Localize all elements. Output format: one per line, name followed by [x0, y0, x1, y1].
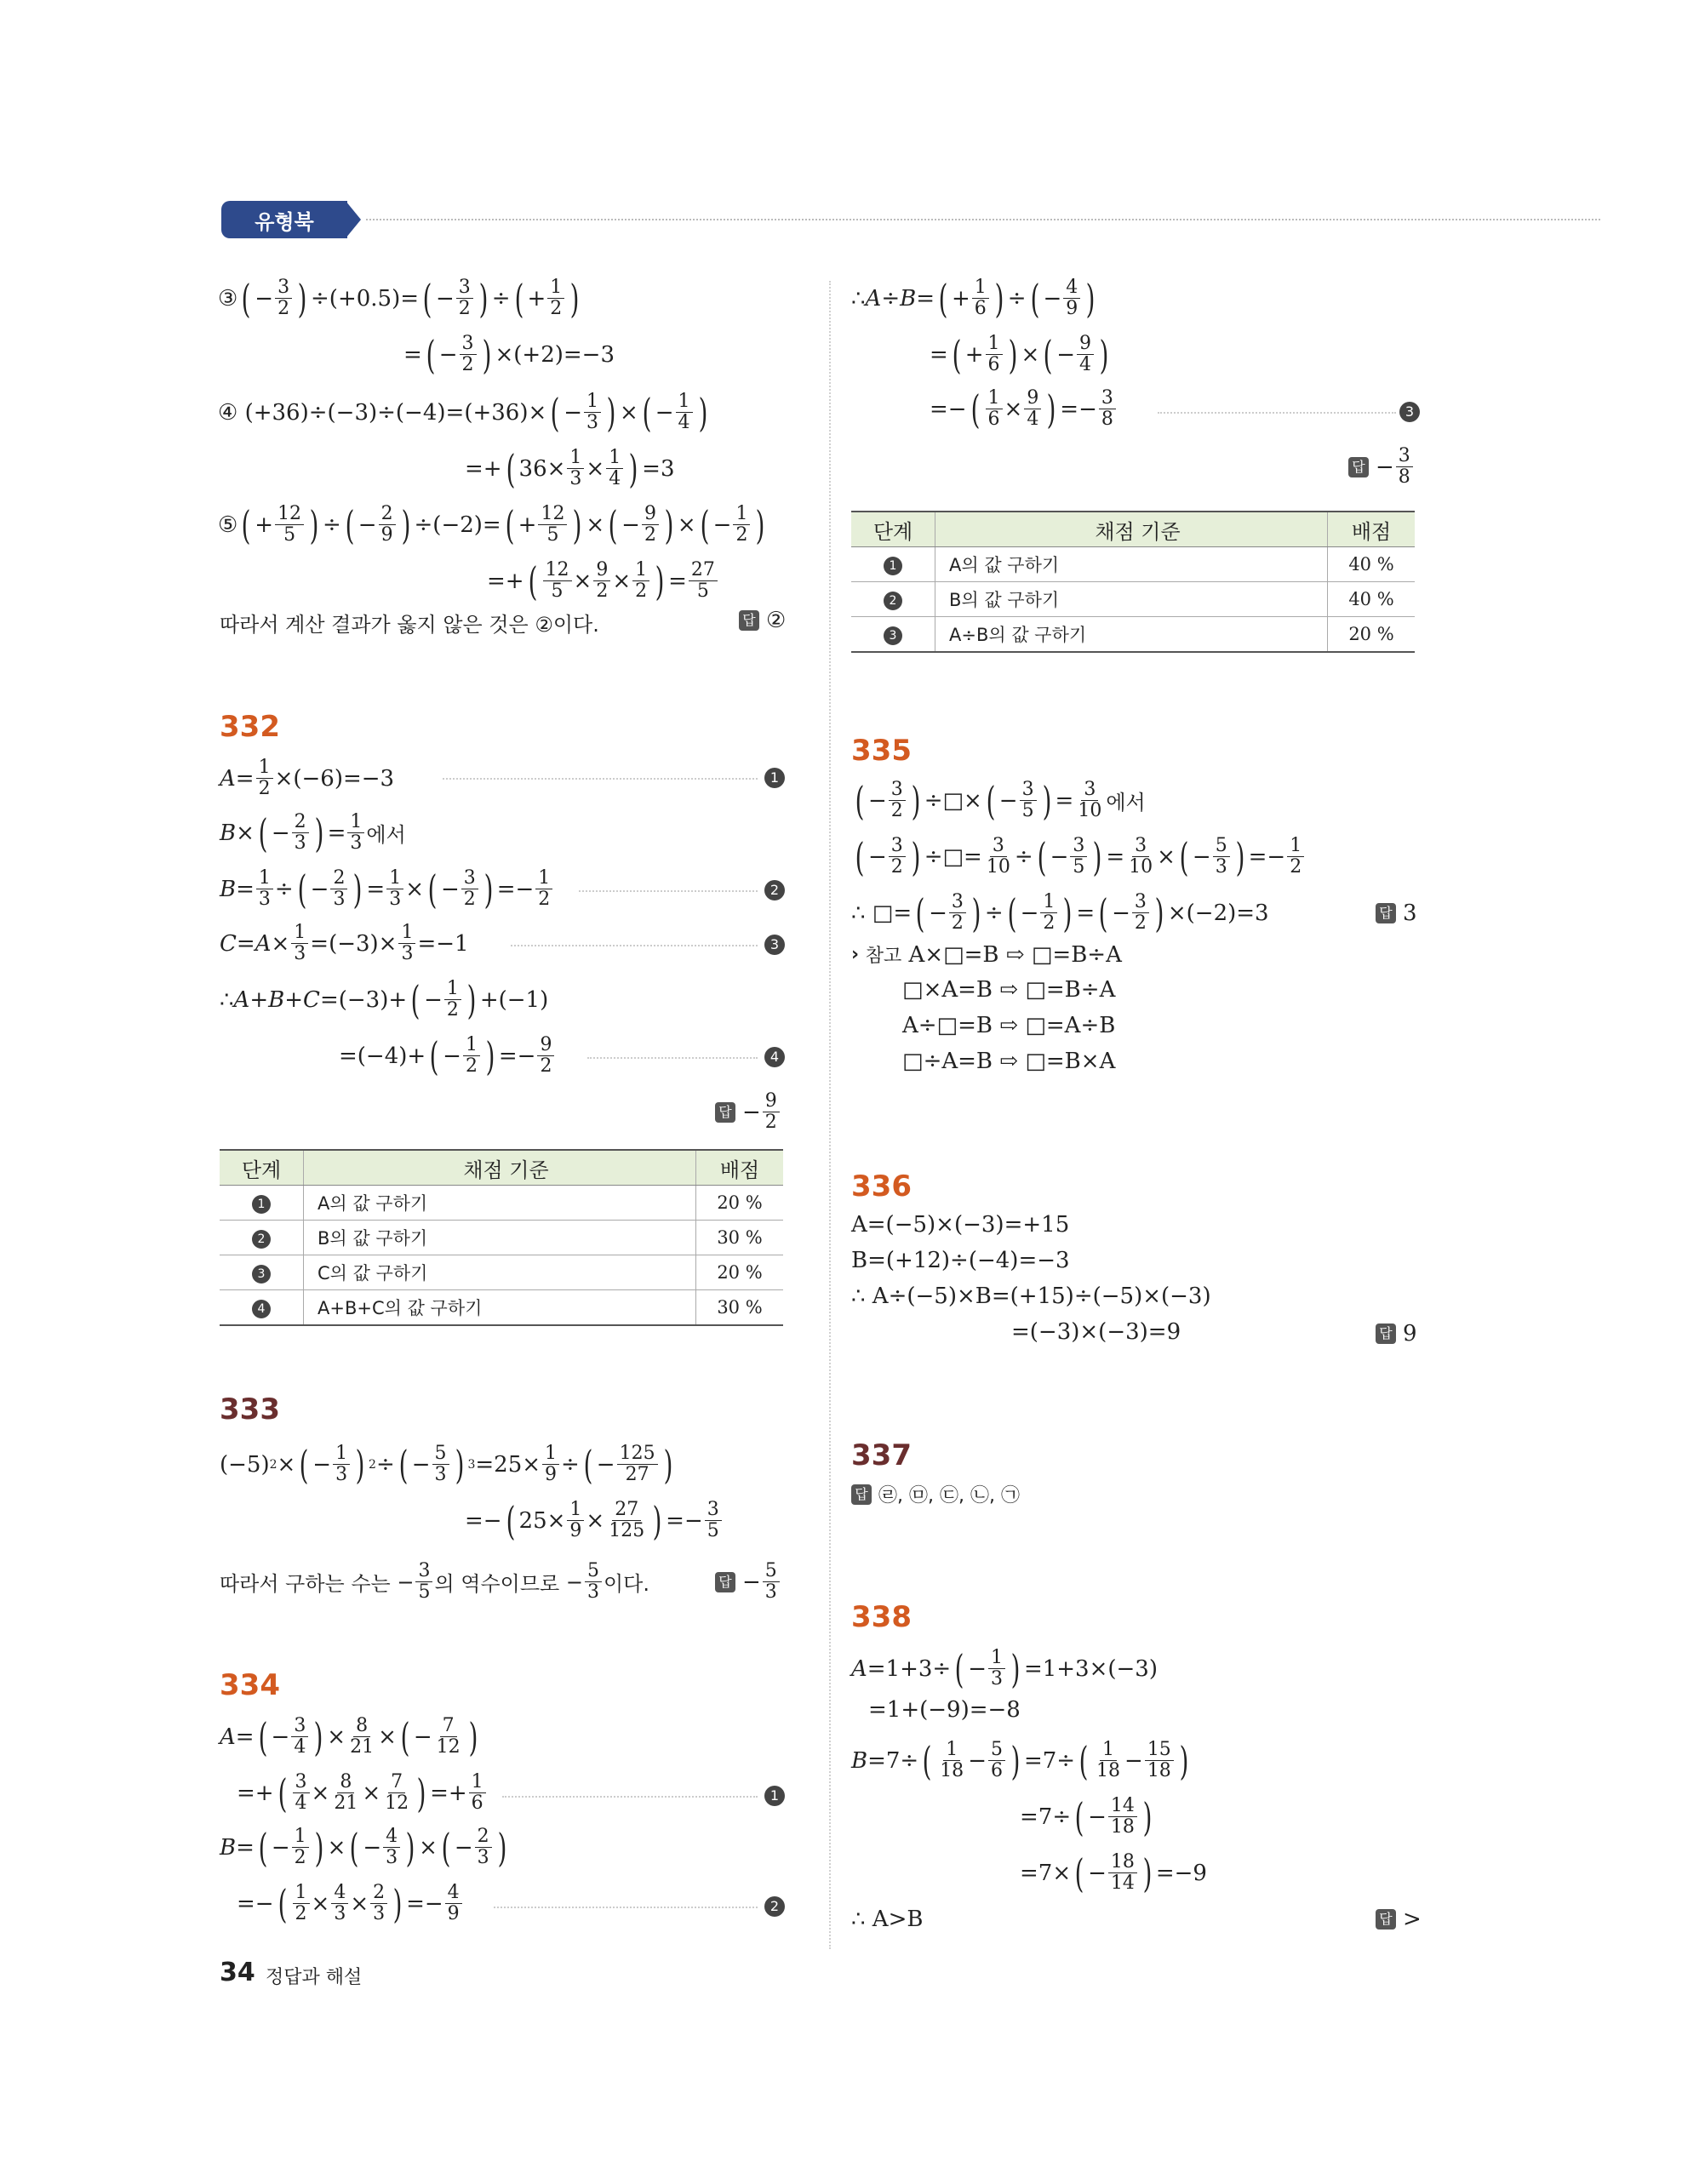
p332-line-C: C = A × $\frac{1}{3}$ =(−3)× $\frac{1}{3}$ =−1 — [220, 922, 469, 964]
p334-answer: 답 − $\frac{3}{8}$ — [1348, 446, 1415, 488]
p334-AdivB-1: ∴ A ÷ B = ( + $\frac{1}{6}$ ) ÷ ( − $\frac{4}{9}$ ) — [851, 275, 1096, 322]
table-header: 채점 기준 — [935, 512, 1328, 547]
p338-answer — [1376, 1907, 1422, 1932]
step-marker-2: 2 — [764, 1896, 785, 1917]
p335-answer — [1376, 900, 1417, 926]
answer-badge: 답 — [1376, 1324, 1396, 1344]
step-number: 4 — [252, 1300, 271, 1318]
step-marker-4: 4 — [764, 1047, 785, 1067]
header-divider — [366, 219, 1600, 220]
problem-number: 333 — [220, 1392, 280, 1426]
step-number: 3 — [884, 626, 902, 645]
step-marker-1: 1 — [764, 1786, 785, 1806]
criterion: B의 값 구하기 — [304, 1221, 696, 1255]
p333-conclusion: 따라서 구하는 수는 − $\frac{3}{5}$ 의 역수이므로 − $\frac{5}{3}$ 이다. — [220, 1560, 649, 1603]
dot-leader — [494, 1907, 758, 1908]
p331-conclusion: 따라서 계산 결과가 옳지 않은 것은 ②이다. — [220, 613, 599, 637]
p335-line2: ( − $\frac{3}{2}$ ) ÷□= $\frac{3}{10}$ ÷ ( − $\frac{3}{5}$ ) = $\frac{3}{10}$ × ( − $\frac{5}{3}$ ) =− $\frac{1}{2}$ — [851, 836, 1306, 878]
answer-badge: 답 — [1376, 1909, 1396, 1930]
p337-answer-value: ㉣, ㉤, ㉢, ㉡, ㉠ — [878, 1485, 1020, 1507]
dot-leader — [502, 1796, 758, 1798]
section-tab-arrow — [346, 201, 361, 238]
p335-note-4: □÷A=B ⇨ □=B×A — [902, 1049, 1116, 1074]
criterion: C의 값 구하기 — [304, 1255, 696, 1290]
dot-leader — [579, 890, 758, 892]
p338-final: ∴ A>B — [851, 1907, 924, 1932]
column-divider — [829, 281, 831, 1949]
p335-suffix: 에서 — [1106, 791, 1146, 815]
table-row — [220, 1186, 783, 1221]
p338-line4: =7÷ ( − $\frac{14}{18}$ ) — [1020, 1793, 1153, 1840]
table-header: 배점 — [696, 1150, 784, 1186]
p338-line2: =1+(−9)=−8 — [868, 1697, 1021, 1723]
p335-line3: ∴ □= ( − $\frac{3}{2}$ ) ÷ ( − $\frac{1}{2}$ ) = ( − $\frac{3}{2}$ ) ×(−2)=3 — [851, 889, 1269, 936]
answer-badge: 답 — [1376, 903, 1396, 923]
p334-AdivB-2: = ( + $\frac{1}{6}$ ) × ( − $\frac{9}{4}$ ) — [930, 331, 1109, 378]
table-row — [851, 547, 1415, 582]
criterion: A의 값 구하기 — [304, 1186, 696, 1221]
note-rule: A×□=B ⇨ □=B÷A — [908, 941, 1122, 968]
problem-number: 335 — [851, 734, 912, 768]
step-marker-3: 3 — [764, 935, 785, 955]
answer-badge: 답 — [851, 1484, 872, 1505]
p332-line-sum2: =(−4)+ ( − $\frac{1}{2}$ ) =− $\frac{9}{2}$ — [339, 1035, 556, 1077]
step-marker-1: 1 — [764, 768, 785, 788]
p338-answer-value: > — [1403, 1907, 1422, 1932]
p331-step3-line1: ③ ( − $\frac{3}{2}$ ) ÷(+0.5)= ( − $\frac{3}{2}$ ) ÷ ( + $\frac{1}{2}$ ) — [218, 275, 580, 322]
dot-leader — [443, 778, 758, 780]
p338-line5: =7× ( − $\frac{18}{14}$ ) =−9 — [1020, 1850, 1207, 1896]
p335-note-3: A÷□=B ⇨ □=A÷B — [902, 1013, 1116, 1038]
p334-AdivB-3: =− ( $\frac{1}{6}$ × $\frac{9}{4}$ ) =− $\frac{3}{8}$ — [930, 388, 1118, 430]
answer-badge: 답 — [739, 610, 759, 631]
problem-number: 338 — [851, 1600, 912, 1634]
dot-leader — [1158, 412, 1396, 414]
p332-line-B1: B × ( − $\frac{2}{3}$ ) = $\frac{1}{3}$ 에서 — [220, 809, 406, 856]
p334-A2: =+ ( $\frac{3}{4}$ × $\frac{8}{21}$ × $\frac{7}{12}$ ) =+ $\frac{1}{6}$ — [237, 1772, 488, 1814]
p332-line-A: A = $\frac{1}{2}$ ×(−6)=−3 — [220, 757, 395, 799]
p334-A1: A = ( − $\frac{3}{4}$ ) × $\frac{8}{21}$ × ( − $\frac{7}{12}$ ) — [220, 1713, 478, 1760]
score: 20 % — [696, 1255, 784, 1290]
p336-line4: =(−3)×(−3)=9 — [1011, 1319, 1181, 1345]
p334-B1: B = ( − $\frac{1}{2}$ ) × ( − $\frac{4}{3}$ ) × ( − $\frac{2}{3}$ ) — [220, 1824, 507, 1871]
p336-line1: A=(−5)×(−3)=+15 — [851, 1212, 1070, 1238]
answer-badge: 답 — [715, 1572, 735, 1592]
score: 40 % — [1328, 582, 1416, 617]
criterion: A의 값 구하기 — [935, 547, 1328, 582]
problem-number: 334 — [220, 1668, 280, 1702]
table-row — [220, 1255, 783, 1290]
problem-number: 332 — [220, 710, 280, 744]
step-number: 3 — [252, 1265, 271, 1284]
dot-leader — [587, 1057, 758, 1059]
p333-line2: =− ( 25× $\frac{1}{9}$ × $\frac{27}{125}$ ) =− $\frac{3}{5}$ — [465, 1500, 724, 1541]
table-row — [220, 1290, 783, 1326]
p338-line1: A =1+3÷ ( − $\frac{1}{3}$ ) =1+3×(−3) — [851, 1645, 1158, 1692]
p335-answer-value: 3 — [1403, 900, 1417, 926]
p338-line3: B =7÷ ( $\frac{1}{18}$ − $\frac{5}{6}$ ) =7÷ ( $\frac{1}{18}$ − $\frac{15}{18}$ ) — [851, 1737, 1189, 1784]
p335-note-2: □×A=B ⇨ □=B÷A — [902, 977, 1116, 1003]
table-row — [851, 617, 1415, 653]
note-label: 참고 — [865, 946, 902, 967]
score: 40 % — [1328, 547, 1416, 582]
answer-badge: 답 — [715, 1102, 735, 1123]
p337-answer — [851, 1481, 1020, 1507]
problem-number: 336 — [851, 1169, 912, 1203]
p336-answer-value: 9 — [1403, 1321, 1417, 1346]
table-row — [851, 582, 1415, 617]
p331-answer-value: ② — [766, 608, 787, 633]
p333-conclusion-mid: 의 역수이므로 — [434, 1572, 560, 1596]
table-header: 단계 — [220, 1150, 304, 1186]
p336-line3: ∴ A÷(−5)×B=(+15)÷(−5)×(−3) — [851, 1284, 1211, 1309]
p333-conclusion-pre: 따라서 구하는 수는 — [220, 1572, 391, 1596]
p332-score-table — [220, 1149, 783, 1326]
table-header: 배점 — [1328, 512, 1416, 547]
table-row — [220, 1221, 783, 1255]
p333-answer: 답 − $\frac{5}{3}$ — [715, 1561, 781, 1603]
page-number: 34 — [220, 1958, 255, 1987]
p331-step3-line2: = ( − $\frac{3}{2}$ ) ×(+2)=−3 — [403, 331, 615, 378]
footer-label: 정답과 해설 — [266, 1967, 363, 1988]
step-marker-3: 3 — [1399, 402, 1420, 422]
p331-step5-line1: ⑤ ( + $\frac{12}{5}$ ) ÷ ( − $\frac{2}{9}$ ) ÷(−2)= ( + $\frac{12}{5}$ ) × ( − $\frac{9}{2}$ ) × ( − $\frac{1}{2}$ ) — [218, 501, 765, 548]
score: 30 % — [696, 1290, 784, 1326]
p335-note-1: › 참고 A×□=B ⇨ □=B÷A — [851, 941, 1122, 968]
score: 20 % — [696, 1186, 784, 1221]
p334-score-table — [851, 511, 1415, 653]
score: 30 % — [696, 1221, 784, 1255]
problem-number: 337 — [851, 1438, 912, 1472]
p331-step4-line2: =+ ( 36× $\frac{1}{3}$ × $\frac{1}{4}$ ) =3 — [465, 445, 675, 492]
section-tab: 유형북 — [221, 201, 347, 238]
step-number: 1 — [252, 1195, 271, 1214]
criterion: B의 값 구하기 — [935, 582, 1328, 617]
p332-answer: 답 − $\frac{9}{2}$ — [715, 1091, 781, 1133]
p336-line2: B=(+12)÷(−4)=−3 — [851, 1248, 1070, 1273]
p334-B2: =− ( $\frac{1}{2}$ × $\frac{4}{3}$ × $\frac{2}{3}$ ) =− $\frac{4}{9}$ — [237, 1883, 464, 1924]
score: 20 % — [1328, 617, 1416, 653]
step-number: 1 — [884, 557, 902, 575]
step-number: 2 — [252, 1230, 271, 1249]
answer-badge: 답 — [1348, 457, 1369, 477]
p331-answer — [739, 608, 786, 633]
p335-line1: ( − $\frac{3}{2}$ ) ÷□× ( − $\frac{3}{5}$ ) = $\frac{3}{10}$ 에서 — [855, 777, 1146, 824]
p333-line1: (−5) 2 × ( − $\frac{1}{3}$ ) 2 ÷ ( − $\frac{5}{3}$ ) 3 =25× $\frac{1}{9}$ ÷ ( − $\frac{125}{27}$ ) — [220, 1441, 672, 1488]
p332-line-B2: B = $\frac{1}{3}$ ÷ ( − $\frac{2}{3}$ ) = $\frac{1}{3}$ × ( − $\frac{3}{2}$ ) =− $\frac{1}{2}$ — [220, 868, 554, 910]
step-marker-2: 2 — [764, 880, 785, 900]
criterion: A+B+C의 값 구하기 — [304, 1290, 696, 1326]
table-header: 단계 — [851, 512, 935, 547]
p333-conclusion-post: 이다. — [603, 1572, 649, 1596]
p336-answer — [1376, 1321, 1417, 1346]
criterion: A÷B의 값 구하기 — [935, 617, 1328, 653]
p331-step4-line1: ④ (+36)÷(−3)÷(−4)=(+36)× ( − $\frac{1}{3}$ ) × ( − $\frac{1}{4}$ ) — [218, 389, 707, 436]
p331-step5-line2: =+ ( $\frac{12}{5}$ × $\frac{9}{2}$ × $\frac{1}{2}$ ) = $\frac{27}{5}$ — [487, 560, 719, 602]
dot-leader — [511, 945, 758, 946]
p332-line-sum1: ∴ A + B + C =(−3)+ ( − $\frac{1}{2}$ ) +(−1) — [220, 976, 549, 1023]
step-number: 2 — [884, 592, 902, 610]
table-header: 채점 기준 — [304, 1150, 696, 1186]
